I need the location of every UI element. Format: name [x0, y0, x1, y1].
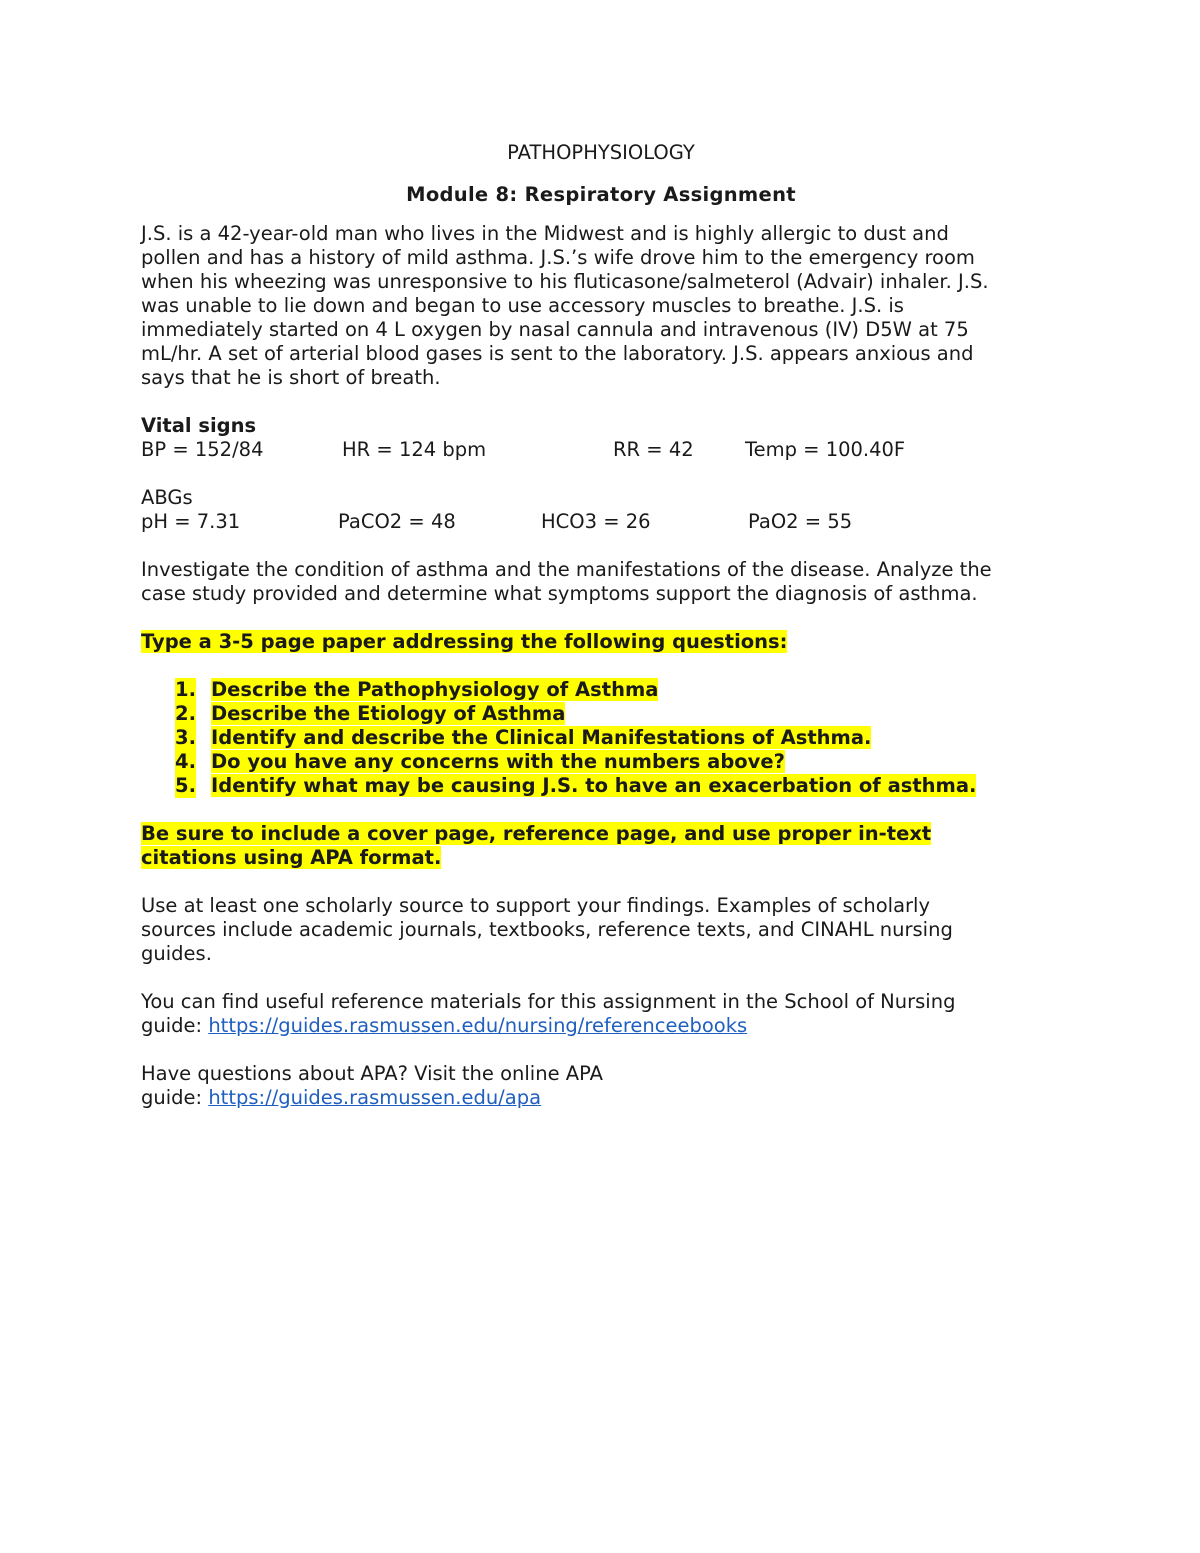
intro-line: says that he is short of breath.	[141, 366, 441, 389]
question-number: 3.	[175, 726, 196, 749]
apa-notice-paragraph	[141, 822, 1061, 870]
question-number: 4.	[175, 750, 196, 773]
question-text: Identify and describe the Clinical Manifestations of Asthma.	[211, 726, 872, 749]
vital-temp: Temp = 100.40F	[745, 438, 906, 461]
abg-ph: pH = 7.31	[141, 510, 241, 533]
apa-guide-link[interactable]: https://guides.rasmussen.edu/apa	[208, 1086, 542, 1109]
list-item	[141, 774, 1061, 798]
intro-line: when his wheezing was unresponsive to his fluticasone/salmeterol (Advair) inhaler. J.S.	[141, 270, 989, 293]
intro-line: pollen and has a history of mild asthma. J.S.’s wife drove him to the emergency room	[141, 246, 975, 269]
vital-bp: BP = 152/84	[141, 438, 264, 461]
intro-line: was unable to lie down and began to use accessory muscles to breathe. J.S. is	[141, 294, 904, 317]
reference-paragraph	[141, 990, 1061, 1038]
apa-notice-line	[141, 822, 1061, 846]
vital-hr: HR = 124 bpm	[342, 438, 487, 461]
abg-hco3: HCO3 = 26	[541, 510, 651, 533]
paper-instruction	[141, 630, 1061, 654]
scholarly-line: sources include academic journals, textbooks, reference texts, and CINAHL nursing	[141, 918, 953, 941]
document-page	[141, 140, 1061, 1110]
apa-notice-line	[141, 846, 1061, 870]
question-text: Identify what may be causing J.S. to have an exacerbation of asthma.	[211, 774, 977, 797]
list-item	[141, 726, 1061, 750]
list-item	[141, 678, 1061, 702]
scholarly-paragraph	[141, 894, 1061, 966]
question-text: Describe the Pathophysiology of Asthma	[211, 678, 659, 701]
investigate-line: case study provided and determine what symptoms support the diagnosis of asthma.	[141, 582, 978, 605]
intro-line: mL/hr. A set of arterial blood gases is sent to the laboratory. J.S. appears anxious and	[141, 342, 974, 365]
questions-list	[141, 678, 1061, 798]
question-number: 2.	[175, 702, 196, 725]
apa-guide-line	[141, 1086, 1061, 1110]
abgs-row	[141, 510, 1061, 534]
reference-guide-prefix: guide:	[141, 1014, 209, 1037]
abg-paco2: PaCO2 = 48	[338, 510, 456, 533]
list-item	[141, 702, 1061, 726]
paper-instruction-text: Type a 3-5 page paper addressing the following questions:	[141, 630, 788, 653]
apa-guide-prefix: guide:	[141, 1086, 209, 1109]
vital-rr: RR = 42	[613, 438, 694, 461]
question-text: Do you have any concerns with the numbers above?	[211, 750, 785, 773]
apa-notice-text: Be sure to include a cover page, reference page, and use proper in-text	[141, 822, 932, 845]
intro-line: J.S. is a 42-year-old man who lives in the Midwest and is highly allergic to dust and	[141, 222, 949, 245]
document-title: PATHOPHYSIOLOGY	[507, 141, 695, 164]
question-number: 5.	[175, 774, 196, 797]
vital-signs-row	[141, 438, 1061, 462]
reference-ebooks-link[interactable]: https://guides.rasmussen.edu/nursing/referenceebooks	[208, 1014, 748, 1037]
reference-line: You can find useful reference materials for this assignment in the School of Nursing	[141, 990, 956, 1013]
investigate-paragraph	[141, 558, 1061, 606]
case-intro-paragraph	[141, 222, 1061, 390]
scholarly-line: guides.	[141, 942, 212, 965]
abg-pao2: PaO2 = 55	[748, 510, 853, 533]
question-number: 1.	[175, 678, 196, 701]
question-text: Describe the Etiology of Asthma	[211, 702, 566, 725]
vital-signs-heading: Vital signs	[141, 414, 257, 437]
investigate-line: Investigate the condition of asthma and the manifestations of the disease. Analyze the	[141, 558, 992, 581]
apa-guide-paragraph	[141, 1062, 1061, 1110]
reference-guide-line	[141, 1014, 1061, 1038]
scholarly-line: Use at least one scholarly source to support your findings. Examples of scholarly	[141, 894, 931, 917]
apa-question-line: Have questions about APA? Visit the online APA	[141, 1062, 603, 1085]
list-item	[141, 750, 1061, 774]
apa-notice-text: citations using APA format.	[141, 846, 442, 869]
intro-line: immediately started on 4 L oxygen by nasal cannula and intravenous (IV) D5W at 75	[141, 318, 969, 341]
abgs-heading: ABGs	[141, 486, 193, 509]
document-subtitle: Module 8: Respiratory Assignment	[406, 183, 796, 206]
